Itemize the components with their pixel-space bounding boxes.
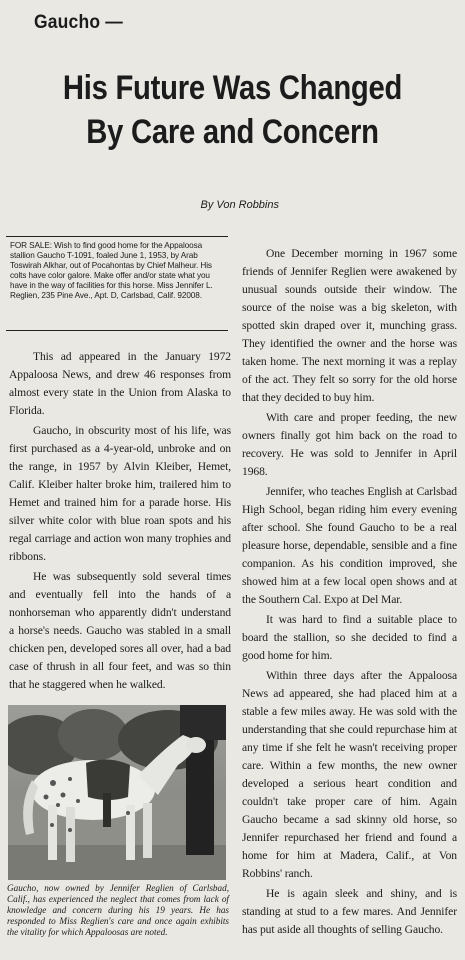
- left-column-text: [9, 348, 231, 696]
- body-paragraph: With care and proper feeding, the new owners finally got him back on the road to recovery. He was sold to Jennifer in April 1968.: [242, 411, 457, 478]
- article-byline: By Von Robbins: [200, 199, 279, 211]
- horse-photo: [8, 705, 226, 880]
- body-paragraph: This ad appeared in the January 1972 Appaloosa News, and drew 46 responses from almost every state in the Union from Alaska to Florida.: [9, 350, 231, 417]
- body-paragraph: He is again sleek and shiny, and is standing at stud to a few mares. And Jennifer has put aside all thoughts of selling Gaucho.: [242, 887, 457, 936]
- body-paragraph: Jennifer, who teaches English at Carlsbad High School, began riding him every evening after school. She found Gaucho to be a real pleasure horse, dependable, sensible and a fine companion. As his condition improved, she showed him at a few local open shows and at the Southern Cal. Expo at Del Mar.: [242, 485, 457, 606]
- headline-line-1: His Future Was Changed: [62, 69, 403, 107]
- article-kicker: Gaucho —: [34, 12, 123, 33]
- body-paragraph: It was hard to find a suitable place to board the stallion, so she decided to find a good home for him.: [242, 613, 457, 662]
- headline-line-2: By Care and Concern: [86, 113, 379, 151]
- horse-photo-illustration: [8, 705, 226, 880]
- body-paragraph: Within three days after the Appaloosa News ad appeared, she had placed him at a stable a few miles away. He was sold with the understanding that she could repurchase him at any time if she felt he wasn't receiving proper care. Within a few months, the new owner developed a serious heart condition and couldn't take proper care of him. Again Gaucho became a sad skinny old horse, so Jennifer repurchased her friend and found a home for him at Madera, Calif., at Von Robbins' ranch.: [242, 669, 457, 880]
- right-column-text: [242, 245, 457, 941]
- classified-ad-box: FOR SALE: Wish to find good home for the Appaloosa stallion Gaucho T-1091, foaled June 1, 1953, by Arab Toswirah Alkhar, out of Pocahontas by Chief Malheur. His colts have color galore. Make offer and/or state what you have in the way of facilities for this horse. Miss Jennifer L. Reglien, 235 Pine Ave., Apt. D, Carlsbad, Calif. 92008.: [6, 236, 228, 331]
- body-paragraph: He was subsequently sold several times and eventually fell into the hands of a nonhorseman who apparently didn't understand a horse's needs. Gaucho was stabled in a small chicken pen, developed sores all over, had a bad case of thrush in all four feet, and was so thin that he staggered when he walked.: [9, 570, 231, 691]
- body-paragraph: One December morning in 1967 some friends of Jennifer Reglien were awakened by unusual sounds outside their window. The source of the noise was a big skeleton, with spotted skin draped over it, munching grass. They identified the owner and the horse was taken home. The next morning it was a replay of the act. They felt so sorry for the old horse that they decided to buy him.: [242, 247, 457, 404]
- body-paragraph: Gaucho, in obscurity most of his life, was first purchased as a 4-year-old, unbroke and on the range, in 1957 by Alvin Kleiber, Hemet, Calif. Kleiber halter broke him, trailered him to Hemet and trained him for a parade horse. His silver white color with blue roan spots and his regal carriage and action won many trophies and ribbons.: [9, 424, 231, 563]
- article-headline: [0, 66, 465, 154]
- photo-caption: Gaucho, now owned by Jennifer Reglien of Carlsbad, Calif., has experienced the neglect that comes from lack of knowledge and concern during his 19 years. He has responded to Miss Reglien's care and once again exhibits the vitality for which Appaloosas are noted.: [7, 883, 229, 937]
